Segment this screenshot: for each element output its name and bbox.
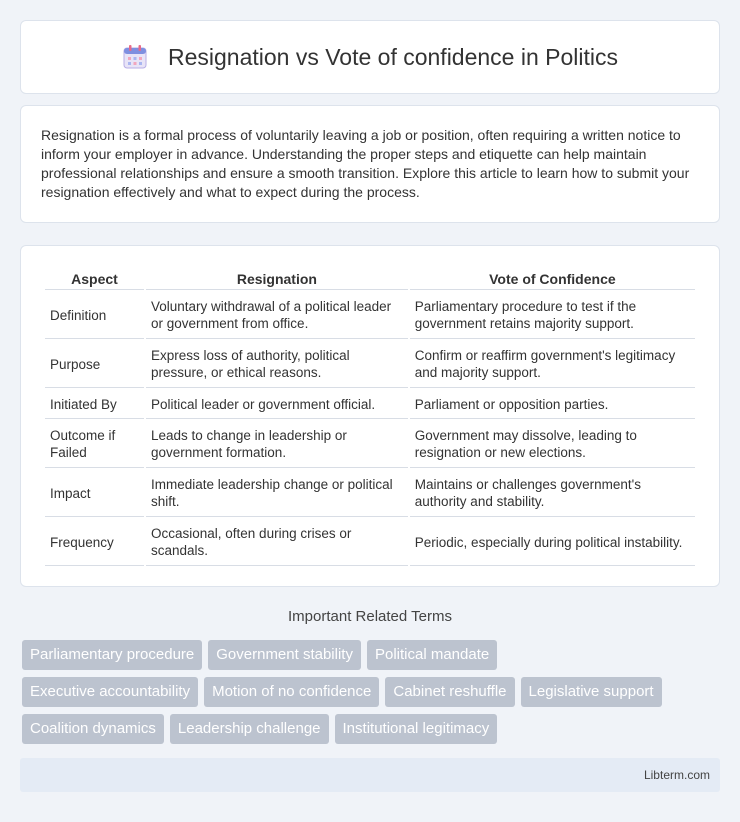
table-header-row xyxy=(45,268,695,290)
page-title: Resignation vs Vote of confidence in Politics xyxy=(167,43,619,70)
table-cell-resignation: Express loss of authority, political pressure, or ethical reasons. xyxy=(146,341,408,388)
table-cell-resignation: Leads to change in leadership or government formation. xyxy=(146,421,408,468)
table-row xyxy=(45,470,695,517)
related-term-tag[interactable]: Political mandate xyxy=(367,640,497,670)
table-cell-vote-of-confidence: Government may dissolve, leading to resignation or new elections. xyxy=(410,421,695,468)
footer-site-link[interactable]: Libterm.com xyxy=(643,768,710,782)
table-cell-vote-of-confidence: Parliament or opposition parties. xyxy=(410,390,695,419)
table-cell-aspect: Frequency xyxy=(45,519,144,566)
table-cell-aspect: Definition xyxy=(45,292,144,339)
intro-text: Resignation is a formal process of voluntarily leaving a job or position, often requiring a written notice to inform your employer in advance. Understanding the proper steps and etiquette can help maintain professional relationships and ensure a smooth transition. Explore this article to learn how to submit your resignation effectively and what to expect during the process. xyxy=(41,127,690,200)
comparison-table xyxy=(43,266,697,568)
header-card xyxy=(20,20,720,94)
related-term-tag[interactable]: Parliamentary procedure xyxy=(22,640,202,670)
calendar-icon xyxy=(122,44,148,70)
table-cell-resignation: Occasional, often during crises or scandals. xyxy=(146,519,408,566)
table-cell-vote-of-confidence: Maintains or challenges government's authority and stability. xyxy=(410,470,695,517)
related-term-tag[interactable]: Government stability xyxy=(208,640,361,670)
related-term-tag[interactable]: Leadership challenge xyxy=(170,714,329,744)
related-term-tag[interactable]: Motion of no confidence xyxy=(204,677,379,707)
table-cell-vote-of-confidence: Confirm or reaffirm government's legitimacy and majority support. xyxy=(410,341,695,388)
table-cell-resignation: Voluntary withdrawal of a political leader or government from office. xyxy=(146,292,408,339)
table-row xyxy=(45,421,695,468)
table-cell-aspect: Impact xyxy=(45,470,144,517)
table-cell-resignation: Political leader or government official. xyxy=(146,390,408,419)
related-terms-title: Important Related Terms xyxy=(288,608,452,625)
related-term-tag[interactable]: Legislative support xyxy=(521,677,662,707)
related-terms-row xyxy=(22,677,722,707)
comparison-table-card xyxy=(20,245,720,587)
table-cell-aspect: Purpose xyxy=(45,341,144,388)
intro-card xyxy=(20,105,720,223)
table-cell-vote-of-confidence: Periodic, especially during political instability. xyxy=(410,519,695,566)
related-term-tag[interactable]: Cabinet reshuffle xyxy=(385,677,514,707)
column-header-aspect: Aspect xyxy=(45,268,144,290)
related-terms-row xyxy=(22,640,722,670)
table-row xyxy=(45,292,695,339)
table-row xyxy=(45,519,695,566)
footer xyxy=(20,758,720,792)
related-term-tag[interactable]: Executive accountability xyxy=(22,677,198,707)
related-terms-list xyxy=(22,640,722,751)
table-row xyxy=(45,341,695,388)
column-header-resignation: Resignation xyxy=(146,268,408,290)
column-header-vote-of-confidence: Vote of Confidence xyxy=(410,268,695,290)
related-term-tag[interactable]: Institutional legitimacy xyxy=(335,714,498,744)
table-cell-aspect: Initiated By xyxy=(45,390,144,419)
related-term-tag[interactable]: Coalition dynamics xyxy=(22,714,164,744)
table-row xyxy=(45,390,695,419)
table-cell-aspect: Outcome if Failed xyxy=(45,421,144,468)
table-cell-resignation: Immediate leadership change or political shift. xyxy=(146,470,408,517)
related-terms-row xyxy=(22,714,722,744)
table-cell-vote-of-confidence: Parliamentary procedure to test if the government retains majority support. xyxy=(410,292,695,339)
